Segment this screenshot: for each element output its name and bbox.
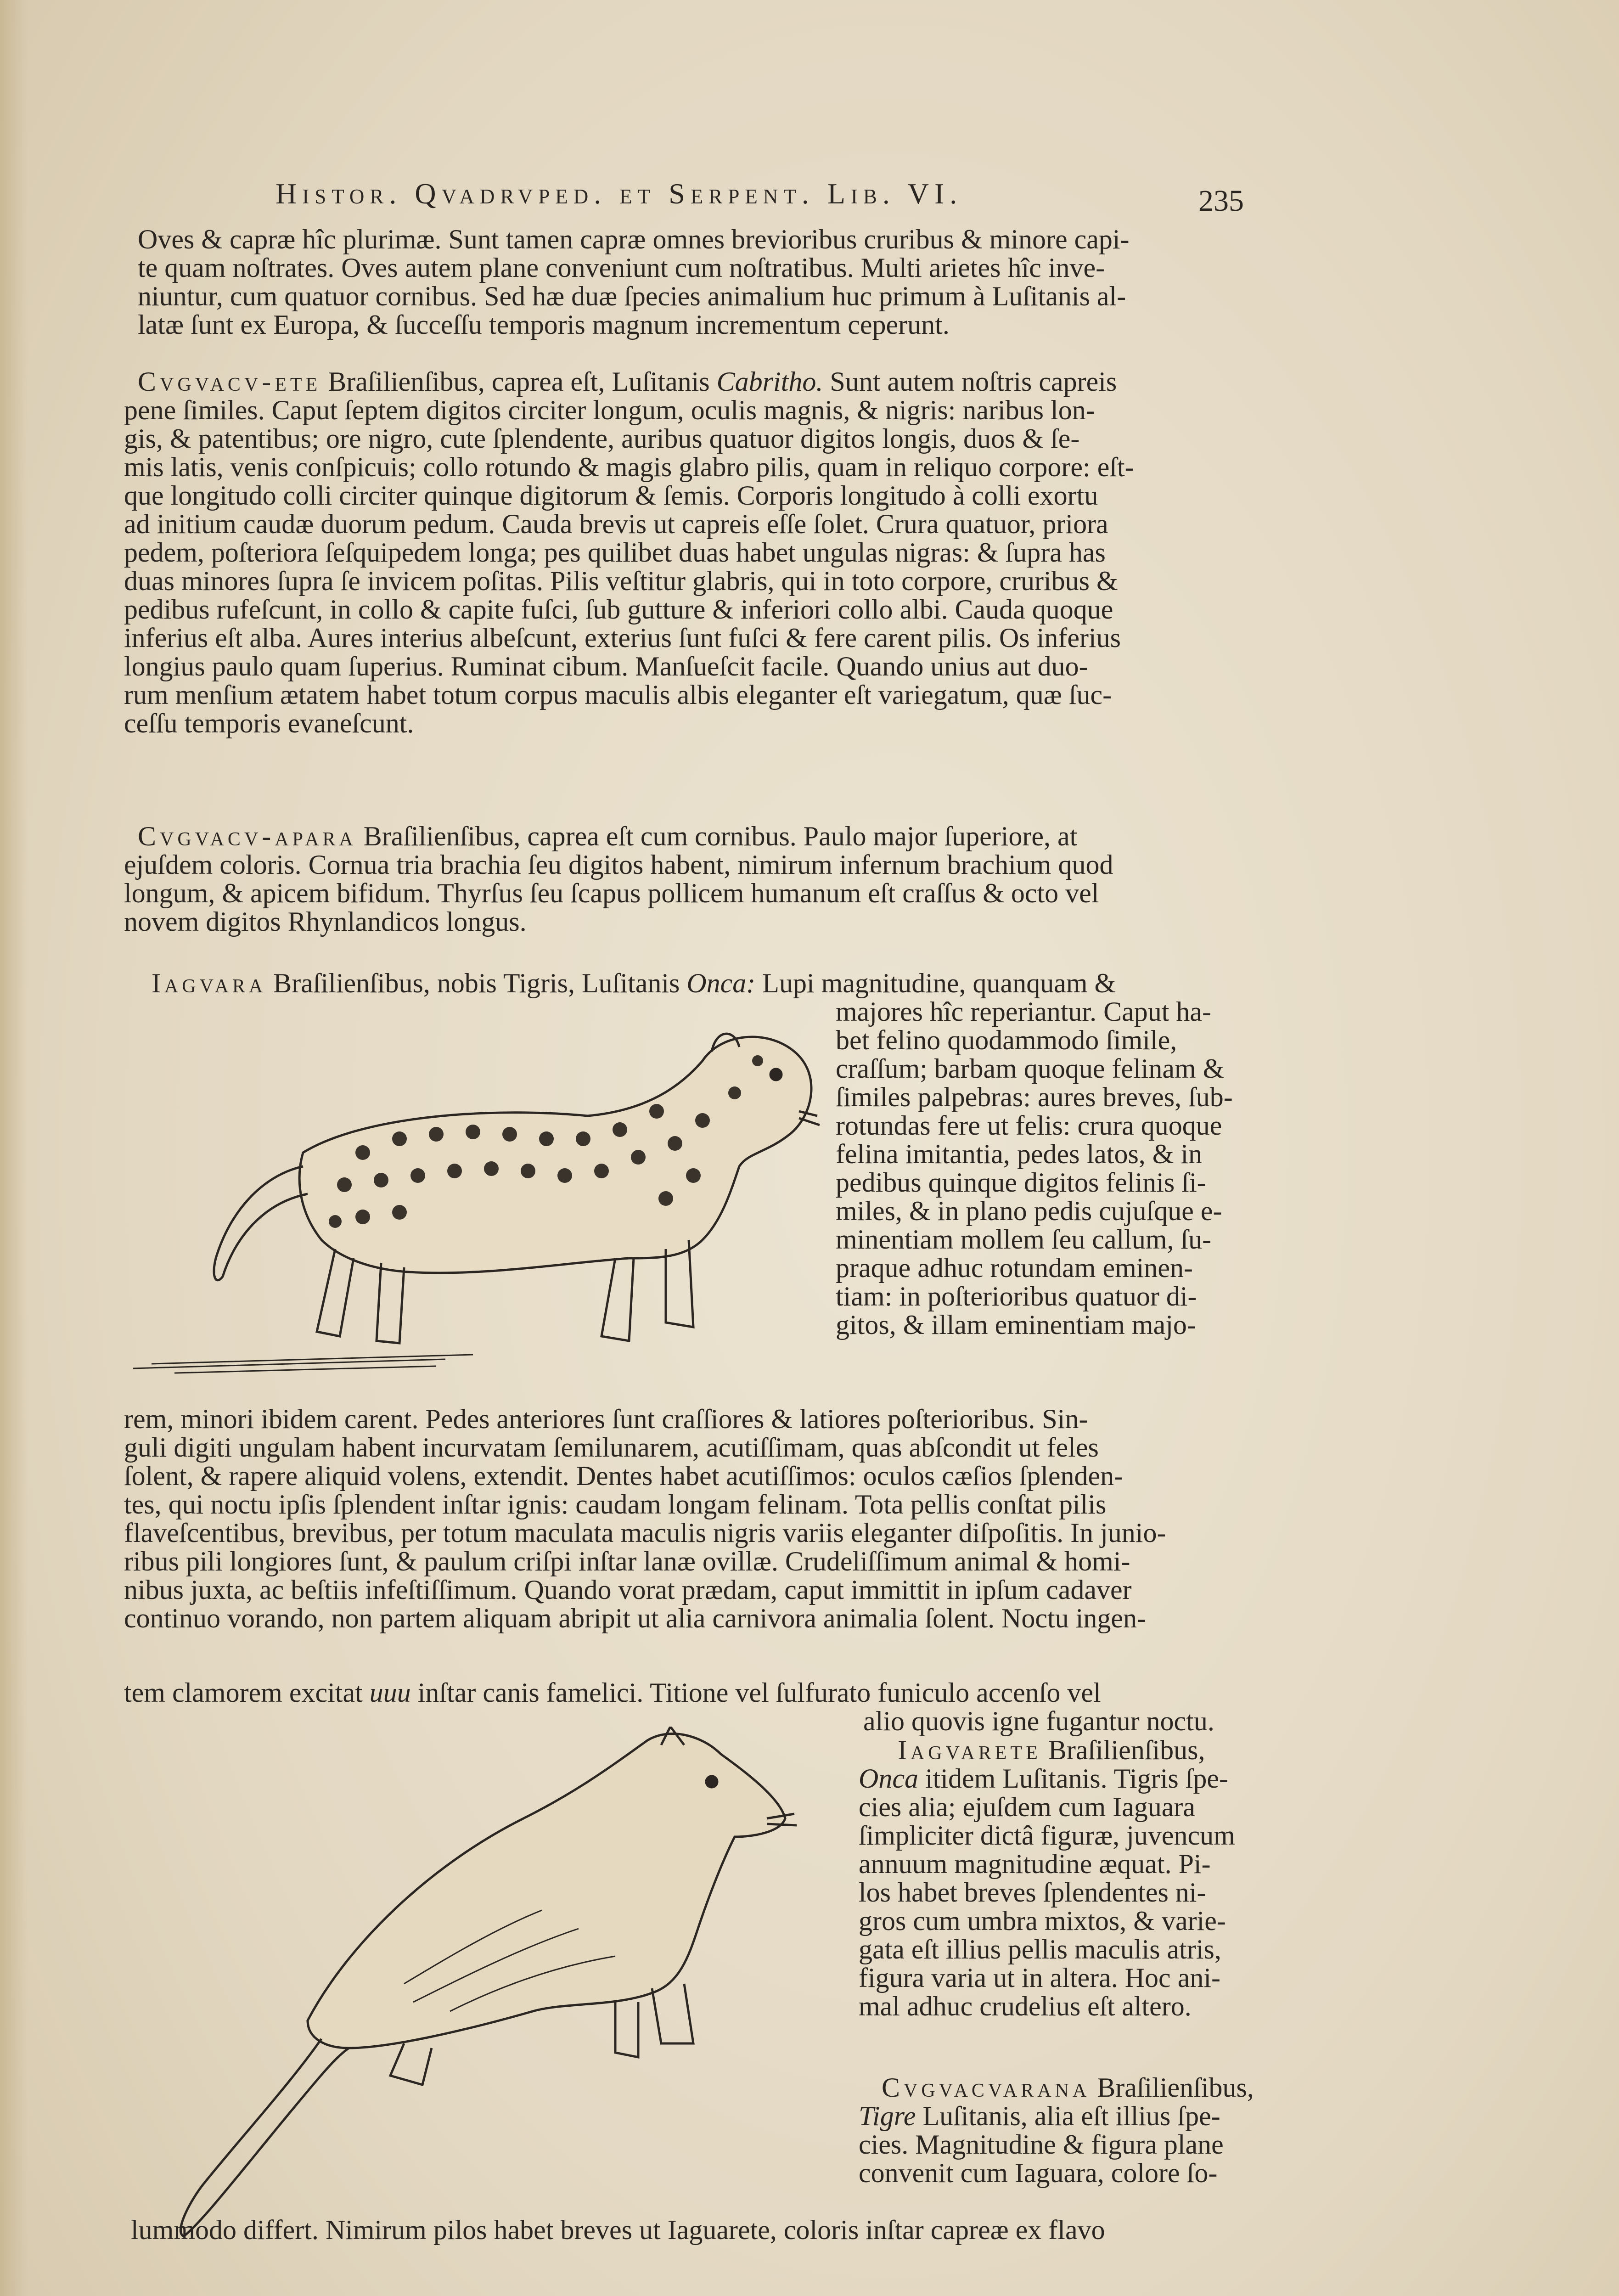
iagvara-closing-line: alio quovis igne fugantur noctu. xyxy=(863,1706,1214,1736)
text-line: ſimiles palpebras: aures breves, ſub- xyxy=(836,1082,1233,1112)
text-line: longius paulo quam ſuperius. Ruminat cibum. Manſueſcit facile. Quando unius aut duo- xyxy=(124,651,1088,681)
lead-text-tail: Lupi magnitudine, quanquam & xyxy=(755,968,1116,998)
text: inſtar canis famelici. Titione vel ſulfurato funiculo accenſo vel xyxy=(410,1677,1101,1708)
text-line: te quam noſtrates. Oves autem plane conveniunt cum noſtratibus. Multi arietes hîc inve- xyxy=(138,253,1105,283)
text: Luſitanis, alia eſt illius ſpe- xyxy=(916,2101,1220,2131)
text-line: niuntur, cum quatuor cornibus. Sed hæ duæ ſpecies animalium huc primum à Luſitanis al- xyxy=(138,281,1126,311)
text-line: felina imitantia, pedes latos, & in xyxy=(836,1139,1203,1169)
text-line: que longitudo colli circiter quinque digitorum & ſemis. Corporis longitudo à colli exortu xyxy=(124,480,1098,511)
text: itidem Luſitanis. Tigris ſpe- xyxy=(918,1763,1228,1794)
text-line: los habet breves ſplendentes ni- xyxy=(859,1877,1206,1908)
portuguese-name-cabritho: Cabritho. xyxy=(716,366,823,397)
lead-text: Braſilienſibus, caprea eſt cum cornibus. Paulo major ſuperiore, at xyxy=(356,821,1078,851)
text-line: nibus juxta, ac beſtiis infeſtiſſimum. Quando vorat prædam, caput immittit in ipſum cadaver xyxy=(124,1575,1132,1605)
text-line: tiam: in poſterioribus quatuor di- xyxy=(836,1281,1197,1311)
iagvarete-line-2 xyxy=(859,1764,1228,1793)
iagvarete-name: Iagvarete xyxy=(898,1735,1041,1765)
text-line: ſolent, & rapere aliquid volens, extendit. Dentes habet acutiſſimos: oculos cæſios ſplenden- xyxy=(124,1461,1124,1491)
text-line: ceſſu temporis evaneſcunt. xyxy=(124,708,414,738)
text-line: tes, qui noctu ipſis ſplendent inſtar ignis: caudam longam felinam. Tota pellis conſtat pilis xyxy=(124,1489,1107,1519)
text-line: flaveſcentibus, brevibus, per totum maculata maculis nigris variis eleganter diſpoſitis. In junio- xyxy=(124,1518,1166,1548)
text-line: pedibus quinque digitos felinis ſi- xyxy=(836,1167,1206,1198)
text-line: rotundas fere ut felis: crura quoque xyxy=(836,1110,1222,1141)
text-line: mal adhuc crudelius eſt altero. xyxy=(859,1991,1192,2021)
lead-text: Braſilienſibus, xyxy=(1041,1735,1205,1765)
text-line: pedem, poſteriora ſeſquipedem longa; pes quilibet duas habet ungulas nigras: & ſupra has xyxy=(124,537,1106,568)
text-line: miles, & in plano pedis cujuſque e- xyxy=(836,1196,1222,1226)
lead-text: Braſilienſibus, nobis Tigris, Luſitanis xyxy=(266,968,687,998)
cugvacu-apara-name: Cvgvacv-apara xyxy=(138,821,357,851)
portuguese-name-onca: Onca xyxy=(859,1763,918,1794)
cugvacu-ete-name: Cvgvacv-ete xyxy=(138,366,321,397)
lead-text: Braſilienſibus, caprea eſt, Luſitanis xyxy=(328,366,717,397)
text-line: ad initium caudæ duorum pedum. Cauda brevis ut capreis eſſe ſolet. Crura quatuor, priora xyxy=(124,509,1108,539)
text-line: convenit cum Iaguara, colore ſo- xyxy=(859,2158,1218,2188)
text-line: bet felino quodammodo ſimile, xyxy=(836,1025,1177,1055)
text-line: Oves & capræ hîc plurimæ. Sunt tamen capræ omnes brevioribus cruribus & minore capi- xyxy=(138,224,1130,254)
lead-text-tail: Sunt autem noſtris capreis xyxy=(823,366,1117,397)
text-line: mis latis, venis conſpicuis; collo rotundo & magis glabro pilis, quam in reliquo corpore: eſt- xyxy=(124,452,1134,482)
running-title: Histor. Qvadrvped. et Serpent. Lib. VI. xyxy=(275,177,963,210)
text-line: guli digiti ungulam habent incurvatam ſemilunarem, acutiſſimam, quas abſcondit ut feles xyxy=(124,1432,1099,1463)
text-line: minentiam mollem ſeu callum, ſu- xyxy=(836,1224,1212,1255)
text-line: gata eſt illius pellis maculis atris, xyxy=(859,1934,1221,1964)
text-line: pedibus rufeſcunt, in collo & capite fuſci, ſub gutture & inferiori collo albi. Cauda quoque xyxy=(124,594,1113,625)
jaguarete-woodcut-icon xyxy=(174,1727,863,2278)
text-line: longum, & apicem bifidum. Thyrſus ſeu ſcapus pollicem humanum eſt craſſus & octo vel xyxy=(124,878,1099,908)
text-line: praque adhuc rotundam eminen- xyxy=(836,1253,1193,1283)
text-line: gros cum umbra mixtos, & varie- xyxy=(859,1906,1226,1936)
iagvara-name: Iagvara xyxy=(152,968,267,998)
text-line: gitos, & illam eminentiam majo- xyxy=(836,1310,1196,1340)
text-line: continuo vorando, non partem aliquam abripit ut alia carnivora animalia ſolent. Noctu ingen- xyxy=(124,1603,1146,1633)
portuguese-name-onca: Onca: xyxy=(686,968,756,998)
jaguar-woodcut-icon xyxy=(124,1001,840,1382)
text-line: duas minores ſupra ſe invicem poſitas. Pilis veſtitur glabris, qui in toto corpore, cruribus & xyxy=(124,566,1118,596)
text-line: pene ſimiles. Caput ſeptem digitos circiter longum, oculis magnis, & nigris: naribus lon- xyxy=(124,395,1095,425)
text-line: majores hîc reperiantur. Caput ha- xyxy=(836,996,1212,1027)
text-line: ribus pili longiores ſunt, & paulum criſpi inſtar lanæ ovillæ. Crudeliſſimum animal & homi- xyxy=(124,1546,1130,1576)
page-gutter-shadow xyxy=(0,0,28,2296)
cugvacvarana-line-2 xyxy=(859,2102,1220,2130)
text-line: rem, minori ibidem carent. Pedes anteriores ſunt craſſiores & latiores poſterioribus. Sin- xyxy=(124,1404,1088,1434)
text-line: gis, & patentibus; ore nigro, cute ſplendente, auribus quatuor digitos longis, duos & ſe- xyxy=(124,423,1080,454)
iagvara-last-line xyxy=(124,1678,1101,1707)
text-line: rum menſium ætatem habet totum corpus maculis albis eleganter eſt variegatum, quæ ſuc- xyxy=(124,680,1112,710)
text-line: cies alia; ejuſdem cum Iaguara xyxy=(859,1792,1195,1822)
text-line: craſſum; barbam quoque felinam & xyxy=(836,1053,1225,1084)
iagvarete-lead-line xyxy=(898,1736,1205,1764)
cugvacvarana-last-line: lummodo differt. Nimirum pilos habet breves ut Iaguarete, coloris inſtar capreæ ex flavo xyxy=(131,2215,1105,2245)
text-line: latæ ſunt ex Europa, & ſucceſſu temporis magnum incrementum ceperunt. xyxy=(138,310,950,340)
cugvacvarana-name: Cvgvacvarana xyxy=(882,2072,1091,2103)
text-line: novem digitos Rhynlandicos longus. xyxy=(124,906,527,937)
text-line: inferius eſt alba. Aures interius albeſcunt, exterius ſunt fuſci & fere carent pilis. Os inferius xyxy=(124,623,1121,653)
lead-text: Braſilienſibus, xyxy=(1090,2072,1254,2103)
text-line: ejuſdem coloris. Cornua tria brachia ſeu digitos habent, nimirum infernum brachium quod xyxy=(124,850,1113,880)
iagvara-lead-line xyxy=(152,969,1116,997)
portuguese-name-tigre: Tigre xyxy=(859,2101,916,2131)
cugvacvarana-lead-line xyxy=(882,2073,1254,2102)
text: tem clamorem excitat xyxy=(124,1677,370,1708)
cry-uuu: uuu xyxy=(369,1677,411,1708)
page-number: 235 xyxy=(1198,184,1244,218)
text-line: figura varia ut in altera. Hoc ani- xyxy=(859,1963,1220,1993)
cugvacu-ete-lead-line xyxy=(138,367,1117,396)
text-line: cies. Magnitudine & figura plane xyxy=(859,2129,1224,2160)
text-line: ſimpliciter dictâ figuræ, juvencum xyxy=(859,1820,1235,1851)
cugvacu-apara-lead-line xyxy=(138,822,1077,850)
text-line: annuum magnitudine æquat. Pi- xyxy=(859,1849,1211,1879)
